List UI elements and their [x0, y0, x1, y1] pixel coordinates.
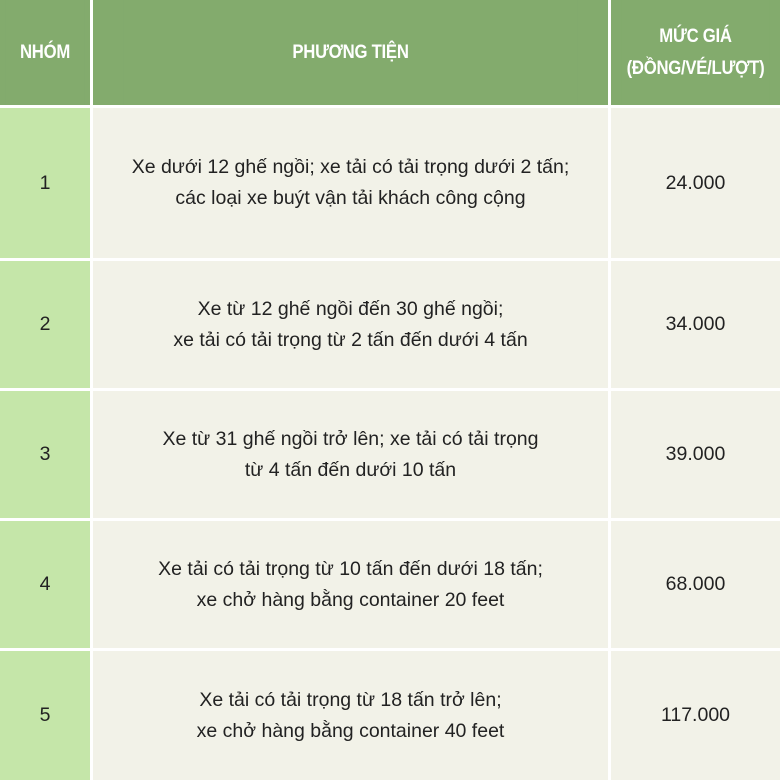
vehicle-line-1: Xe tải có tải trọng từ 10 tấn đến dưới 18 tấn;	[158, 557, 543, 580]
price-cell	[611, 651, 780, 780]
price-value: 24.000	[665, 171, 726, 194]
group-number: 2	[39, 313, 51, 335]
vehicle-line-2: các loại xe buýt vận tải khách công cộng	[175, 187, 526, 209]
group-number: 4	[39, 573, 51, 595]
price-value: 34.000	[665, 313, 726, 335]
vehicle-cell	[93, 521, 608, 648]
vehicle-line-2: xe chở hàng bằng container 20 feet	[196, 588, 505, 611]
group-cell	[0, 521, 90, 648]
header-price-line1: MỨC GIÁ	[659, 25, 732, 47]
vehicle-line-1: Xe từ 31 ghế ngồi trở lên; xe tải có tải trọng	[162, 427, 539, 450]
vehicle-line-1: Xe tải có tải trọng từ 18 tấn trở lên;	[199, 688, 502, 711]
header-group: NHÓM	[5, 0, 84, 105]
header-vehicle: PHƯƠNG TIỆN	[124, 0, 577, 105]
group-cell	[0, 261, 90, 388]
group-cell	[0, 651, 90, 780]
group-cell	[0, 108, 90, 258]
vehicle-line-2: từ 4 tấn đến dưới 10 tấn	[244, 458, 457, 481]
price-cell	[611, 521, 780, 648]
header-group-cell	[0, 0, 90, 105]
header-price-line2: (ĐỒNG/VÉ/LƯỢT)	[626, 57, 765, 79]
header-vehicle-cell	[93, 0, 608, 105]
header-price-cell	[611, 0, 780, 105]
price-cell	[611, 261, 780, 388]
price-cell	[611, 391, 780, 518]
price-value: 68.000	[665, 573, 726, 595]
price-cell	[611, 108, 780, 258]
price-value: 117.000	[660, 704, 731, 726]
vehicle-line-2: xe tải có tải trọng từ 2 tấn đến dưới 4 tấn	[173, 328, 528, 351]
vehicle-cell	[93, 391, 608, 518]
group-number: 3	[39, 443, 51, 465]
vehicle-cell	[93, 261, 608, 388]
header-price	[621, 0, 770, 105]
vehicle-line-1: Xe dưới 12 ghế ngồi; xe tải có tải trọng dưới 2 tấn;	[131, 156, 570, 178]
vehicle-line-1: Xe từ 12 ghế ngồi đến 30 ghế ngồi;	[197, 297, 504, 320]
group-cell	[0, 391, 90, 518]
vehicle-line-2: xe chở hàng bằng container 40 feet	[196, 719, 505, 742]
price-value: 39.000	[665, 443, 726, 465]
vehicle-cell	[93, 108, 608, 258]
group-number: 1	[39, 171, 51, 194]
group-number: 5	[39, 704, 51, 726]
vehicle-cell	[93, 651, 608, 780]
